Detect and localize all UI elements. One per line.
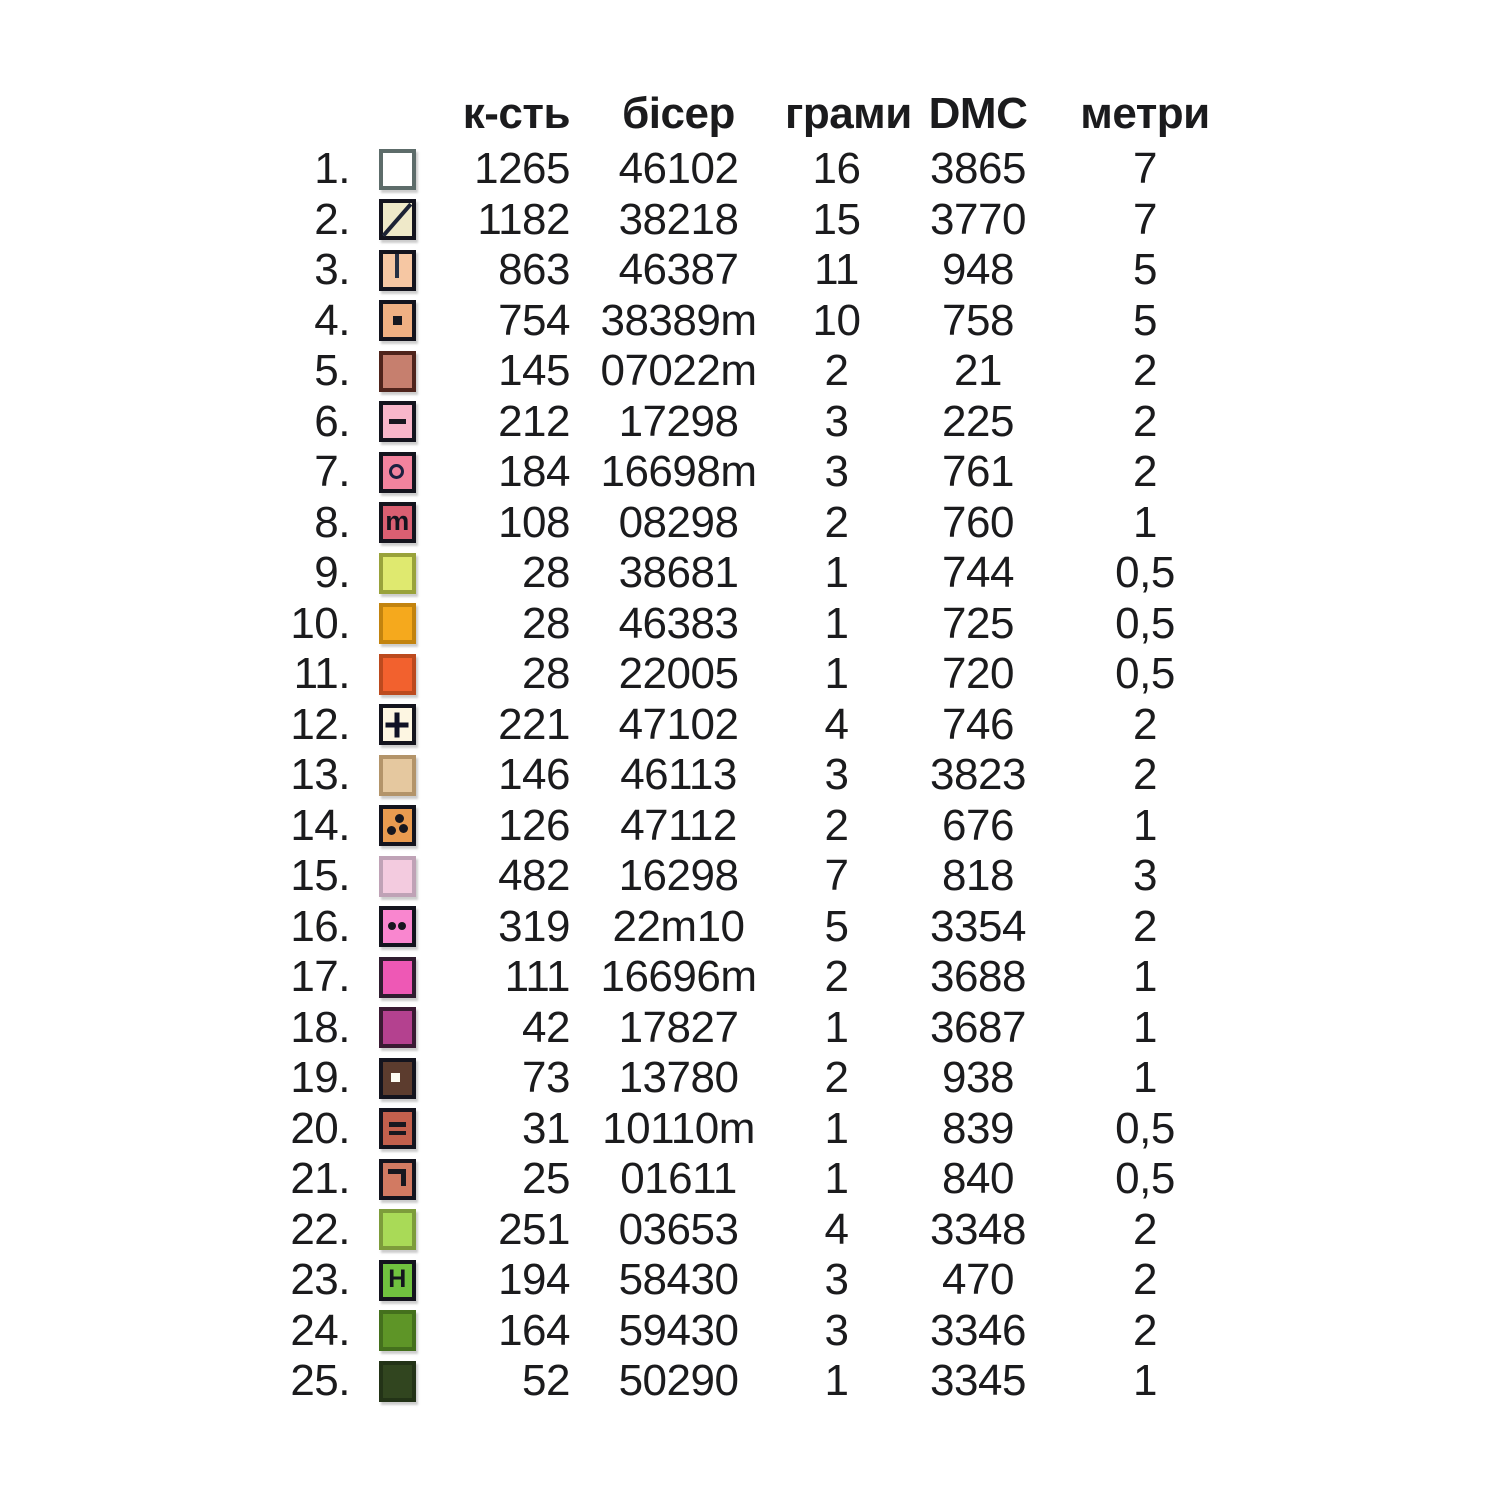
grams-cell: 10 — [812, 295, 861, 345]
dmc-cell: 3770 — [930, 194, 1026, 244]
bead-number-cell: 46102 — [618, 144, 739, 194]
color-swatch — [379, 1108, 416, 1149]
table-row — [0, 801, 1222, 852]
bead-number-cell: 17298 — [618, 396, 739, 446]
table-row — [0, 1356, 1222, 1407]
dmc-cell: 470 — [942, 1255, 1014, 1305]
grams-cell: 4 — [824, 699, 849, 749]
meters-cell: 1 — [1133, 1356, 1157, 1406]
table-row — [0, 245, 1222, 296]
bead-number-cell: 16298 — [618, 851, 739, 901]
table-row — [0, 498, 1222, 549]
meters-cell: 2 — [1133, 1255, 1157, 1305]
color-swatch — [379, 300, 416, 341]
color-swatch — [379, 1209, 416, 1250]
dmc-cell: 746 — [942, 699, 1014, 749]
meters-cell: 2 — [1133, 1305, 1157, 1355]
swatch-cell — [350, 1260, 430, 1301]
row-number: 10. — [290, 598, 350, 648]
bead-number-cell: 46383 — [618, 598, 739, 648]
swatch-cell — [350, 704, 430, 745]
bead-number-cell: 38681 — [618, 548, 739, 598]
row-number: 19. — [290, 1053, 350, 1103]
dmc-cell: 948 — [942, 245, 1014, 295]
header-grams: грами — [785, 89, 912, 138]
table-row — [0, 296, 1222, 347]
dmc-cell: 761 — [942, 447, 1014, 497]
row-number: 11. — [293, 649, 350, 699]
meters-cell: 0,5 — [1115, 1103, 1175, 1153]
bead-number-cell: 07022m — [600, 346, 757, 396]
count-cell: 52 — [522, 1356, 570, 1406]
swatch-cell — [350, 300, 430, 341]
swatch-cell — [350, 805, 430, 846]
table-row — [0, 397, 1222, 448]
bead-number-cell: 47102 — [618, 699, 739, 749]
color-swatch — [379, 906, 416, 947]
dmc-cell: 760 — [942, 497, 1014, 547]
swatch-cell — [350, 603, 430, 644]
row-number: 24. — [290, 1305, 350, 1355]
table-row — [0, 952, 1222, 1003]
bead-number-cell: 22m10 — [612, 901, 745, 951]
color-swatch — [379, 149, 416, 190]
dmc-cell: 744 — [942, 548, 1014, 598]
table-row — [0, 1154, 1222, 1205]
color-swatch — [379, 1260, 416, 1301]
bead-number-cell: 22005 — [618, 649, 739, 699]
color-swatch — [379, 401, 416, 442]
color-swatch — [379, 199, 416, 240]
swatch-cell — [350, 401, 430, 442]
count-cell: 194 — [498, 1255, 570, 1305]
meters-cell: 1 — [1133, 952, 1157, 1002]
bead-number-cell: 38389m — [600, 295, 757, 345]
color-swatch — [379, 856, 416, 897]
grams-cell: 1 — [824, 1154, 849, 1204]
meters-cell: 2 — [1133, 750, 1157, 800]
bead-number-cell: 46113 — [620, 750, 737, 800]
header-count: к-сть — [462, 89, 570, 138]
color-swatch — [379, 250, 416, 291]
count-cell: 319 — [498, 901, 570, 951]
count-cell: 1265 — [474, 144, 570, 194]
row-number: 8. — [314, 497, 350, 547]
color-swatch — [379, 603, 416, 644]
circle-symbol — [389, 464, 404, 479]
count-cell: 111 — [504, 952, 570, 1002]
vertical-line-symbol — [395, 254, 399, 278]
swatch-cell — [350, 553, 430, 594]
swatch-cell — [350, 1310, 430, 1351]
meters-cell: 2 — [1133, 699, 1157, 749]
count-cell: 31 — [522, 1103, 570, 1153]
count-cell: 25 — [522, 1154, 570, 1204]
meters-cell: 0,5 — [1115, 548, 1175, 598]
bead-number-cell: 17827 — [618, 1002, 739, 1052]
meters-cell: 0,5 — [1115, 649, 1175, 699]
swatch-cell — [350, 250, 430, 291]
color-swatch — [379, 1007, 416, 1048]
dash-symbol — [389, 419, 406, 424]
dot-symbol — [388, 922, 396, 930]
row-number: 14. — [290, 800, 350, 850]
dmc-cell: 3354 — [930, 901, 1026, 951]
bead-number-cell: 10110m — [602, 1103, 755, 1153]
swatch-cell — [350, 755, 430, 796]
grams-cell: 1 — [824, 649, 849, 699]
color-swatch — [379, 654, 416, 695]
grams-cell: 2 — [824, 1053, 849, 1103]
swatch-cell — [350, 1361, 430, 1402]
bead-number-cell: 50290 — [618, 1356, 739, 1406]
table-row — [0, 1104, 1222, 1155]
bead-number-cell: 46387 — [618, 245, 739, 295]
row-number: 9. — [314, 548, 350, 598]
dmc-cell: 676 — [942, 800, 1014, 850]
table-body — [0, 144, 1222, 1407]
row-number: 6. — [314, 396, 350, 446]
meters-cell: 7 — [1133, 144, 1157, 194]
color-swatch — [379, 805, 416, 846]
count-cell: 221 — [498, 699, 570, 749]
swatch-cell — [350, 149, 430, 190]
meters-cell: 1 — [1133, 1053, 1157, 1103]
table-row — [0, 599, 1222, 650]
grams-cell: 1 — [824, 1002, 849, 1052]
dmc-cell: 225 — [942, 396, 1014, 446]
swatch-cell — [350, 1058, 430, 1099]
bead-number-cell: 08298 — [618, 497, 739, 547]
dmc-cell: 839 — [942, 1103, 1014, 1153]
table-row — [0, 700, 1222, 751]
header-dmc: DMC — [928, 89, 1028, 138]
dot-symbol — [399, 824, 408, 833]
color-swatch — [379, 1310, 416, 1351]
dot-symbol — [398, 922, 406, 930]
meters-cell: 0,5 — [1115, 1154, 1175, 1204]
swatch-cell — [350, 1007, 430, 1048]
meters-cell: 2 — [1133, 1204, 1157, 1254]
dot-symbol — [395, 814, 404, 823]
dmc-cell: 938 — [942, 1053, 1014, 1103]
grams-cell: 4 — [824, 1204, 849, 1254]
bead-number-cell: 16696m — [600, 952, 757, 1002]
color-swatch — [379, 704, 416, 745]
bead-number-cell: 03653 — [618, 1204, 739, 1254]
header-bead: бісер — [622, 89, 735, 138]
dmc-cell: 3687 — [930, 1002, 1026, 1052]
bead-number-cell: 47112 — [620, 800, 737, 850]
bead-number-cell: 13780 — [618, 1053, 739, 1103]
row-number: 13. — [290, 750, 350, 800]
grams-cell: 2 — [824, 800, 849, 850]
letter-symbol: m — [385, 506, 409, 537]
header-meters: метри — [1080, 89, 1210, 138]
table-row — [0, 1255, 1222, 1306]
dmc-cell: 3688 — [930, 952, 1026, 1002]
dmc-cell: 720 — [942, 649, 1014, 699]
table-header-row — [0, 84, 1222, 144]
table-row — [0, 144, 1222, 195]
grams-cell: 3 — [824, 396, 849, 446]
row-number: 21. — [290, 1154, 350, 1204]
plus-symbol — [383, 708, 412, 741]
meters-cell: 5 — [1133, 295, 1157, 345]
grams-cell: 1 — [824, 1103, 849, 1153]
grams-cell: 2 — [824, 497, 849, 547]
grams-cell: 2 — [824, 952, 849, 1002]
legend-table — [0, 84, 1222, 1407]
row-number: 4. — [314, 295, 350, 345]
table-row — [0, 195, 1222, 246]
swatch-cell — [350, 502, 430, 543]
count-cell: 145 — [498, 346, 570, 396]
meters-cell: 0,5 — [1115, 598, 1175, 648]
bead-number-cell: 58430 — [618, 1255, 739, 1305]
meters-cell: 1 — [1133, 800, 1157, 850]
row-number: 20. — [290, 1103, 350, 1153]
dmc-cell: 818 — [942, 851, 1014, 901]
count-cell: 212 — [498, 396, 570, 446]
corner-symbol — [388, 1169, 406, 1186]
count-cell: 146 — [498, 750, 570, 800]
table-row — [0, 902, 1222, 953]
grams-cell: 3 — [824, 1305, 849, 1355]
grams-cell: 1 — [824, 598, 849, 648]
count-cell: 108 — [498, 497, 570, 547]
row-number: 16. — [290, 901, 350, 951]
row-number: 17. — [290, 952, 350, 1002]
meters-cell: 2 — [1133, 346, 1157, 396]
color-swatch — [379, 351, 416, 392]
table-row — [0, 649, 1222, 700]
color-swatch — [379, 502, 416, 543]
table-row — [0, 1306, 1222, 1357]
swatch-cell — [350, 856, 430, 897]
grams-cell: 3 — [824, 750, 849, 800]
count-cell: 251 — [498, 1204, 570, 1254]
count-cell: 73 — [522, 1053, 570, 1103]
grams-cell: 16 — [812, 144, 861, 194]
grams-cell: 1 — [824, 548, 849, 598]
meters-cell: 1 — [1133, 1002, 1157, 1052]
row-number: 7. — [314, 447, 350, 497]
grams-cell: 7 — [824, 851, 849, 901]
meters-cell: 2 — [1133, 901, 1157, 951]
swatch-cell — [350, 1209, 430, 1250]
dmc-cell: 21 — [954, 346, 1002, 396]
swatch-cell — [350, 906, 430, 947]
color-swatch — [379, 1159, 416, 1200]
grams-cell: 3 — [824, 447, 849, 497]
swatch-cell — [350, 1159, 430, 1200]
color-swatch — [379, 553, 416, 594]
count-cell: 42 — [522, 1002, 570, 1052]
meters-cell: 2 — [1133, 447, 1157, 497]
count-cell: 28 — [522, 548, 570, 598]
bead-number-cell: 38218 — [618, 194, 739, 244]
meters-cell: 5 — [1133, 245, 1157, 295]
row-number: 22. — [290, 1204, 350, 1254]
grams-cell: 2 — [824, 346, 849, 396]
grams-cell: 11 — [814, 245, 859, 295]
table-row — [0, 1205, 1222, 1256]
grams-cell: 3 — [824, 1255, 849, 1305]
meters-cell: 3 — [1133, 851, 1157, 901]
row-number: 12. — [290, 699, 350, 749]
dmc-cell: 3865 — [930, 144, 1026, 194]
row-number: 5. — [314, 346, 350, 396]
diagonal-line-symbol — [382, 203, 413, 237]
bead-number-cell: 01611 — [620, 1154, 737, 1204]
count-cell: 754 — [498, 295, 570, 345]
count-cell: 28 — [522, 598, 570, 648]
dmc-cell: 3345 — [930, 1356, 1026, 1406]
grams-cell: 15 — [812, 194, 861, 244]
dmc-cell: 725 — [942, 598, 1014, 648]
count-cell: 863 — [498, 245, 570, 295]
letter-symbol: H — [388, 1264, 406, 1293]
meters-cell: 1 — [1133, 497, 1157, 547]
swatch-cell — [350, 957, 430, 998]
count-cell: 482 — [498, 851, 570, 901]
swatch-cell — [350, 199, 430, 240]
dmc-cell: 3348 — [930, 1204, 1026, 1254]
row-number: 1. — [314, 144, 350, 194]
row-number: 25. — [290, 1356, 350, 1406]
table-row — [0, 447, 1222, 498]
swatch-cell — [350, 1108, 430, 1149]
count-cell: 184 — [498, 447, 570, 497]
color-swatch — [379, 1361, 416, 1402]
grams-cell: 5 — [824, 901, 849, 951]
bead-number-cell: 16698m — [600, 447, 757, 497]
row-number: 23. — [290, 1255, 350, 1305]
table-row — [0, 1053, 1222, 1104]
row-number: 2. — [314, 194, 350, 244]
dmc-cell: 3823 — [930, 750, 1026, 800]
table-row — [0, 750, 1222, 801]
table-row — [0, 1003, 1222, 1054]
meters-cell: 2 — [1133, 396, 1157, 446]
row-number: 15. — [290, 851, 350, 901]
grams-cell: 1 — [824, 1356, 849, 1406]
swatch-cell — [350, 654, 430, 695]
count-cell: 164 — [498, 1305, 570, 1355]
meters-cell: 7 — [1133, 194, 1157, 244]
count-cell: 126 — [498, 800, 570, 850]
row-number: 3. — [314, 245, 350, 295]
table-row — [0, 548, 1222, 599]
color-swatch — [379, 452, 416, 493]
dmc-cell: 3346 — [930, 1305, 1026, 1355]
square-dot-symbol — [393, 316, 402, 325]
dmc-cell: 758 — [942, 295, 1014, 345]
row-number: 18. — [290, 1002, 350, 1052]
table-row — [0, 851, 1222, 902]
count-cell: 1182 — [477, 194, 570, 244]
color-swatch — [379, 957, 416, 998]
swatch-cell — [350, 452, 430, 493]
count-cell: 28 — [522, 649, 570, 699]
white-square-symbol — [391, 1073, 400, 1082]
dot-symbol — [387, 826, 396, 835]
color-swatch — [379, 1058, 416, 1099]
color-swatch — [379, 755, 416, 796]
swatch-cell — [350, 351, 430, 392]
bead-number-cell: 59430 — [618, 1305, 739, 1355]
equals-symbol — [383, 1112, 412, 1145]
dmc-cell: 840 — [942, 1154, 1014, 1204]
table-row — [0, 346, 1222, 397]
